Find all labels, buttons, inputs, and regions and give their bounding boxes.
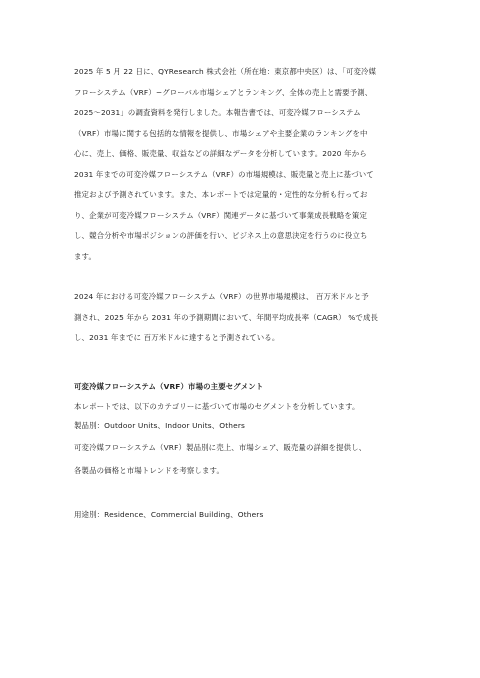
segment-product-desc-line: 可変冷媒フローシステム（VRF）製品別に売上、市場シェア、販売量の詳細を提供し、 <box>74 443 367 452</box>
segment-product: 製品別：Outdoor Units、Indoor Units、Others <box>74 421 246 430</box>
text-line: フローシステム（VRF）−グローバル市場シェアとランキング、全体の売上と需要予測、 <box>74 87 373 97</box>
document-page <box>74 62 414 526</box>
text-line: り、企業が可変冷媒フローシステム（VRF）関連データに基づいて事業成長戦略を策定 <box>74 210 368 220</box>
text-line: 推定および予測されています。また、本レポートでは定量的・定性的な分析も行ってお <box>74 190 368 199</box>
market-size-paragraph <box>74 287 414 349</box>
segment-product-desc-line: 各製品の価格と市場トレンドを考察します。 <box>74 466 225 475</box>
segment-application-block <box>74 505 414 526</box>
segment-intro: 本レポートでは、以下のカテゴリーに基づいて市場のセグメントを分析しています。 <box>74 402 360 411</box>
text-line: 2025～2031」の調査資料を発行しました。本報告書では、可変冷媒フローシステム <box>74 108 361 117</box>
text-line: （VRF）市場に関する包括的な情報を提供し、市場シェアや主要企業のランキングを中 <box>74 128 368 138</box>
text-line: し、競合分析や市場ポジションの評価を行い、ビジネス上の意思決定を行うのに役立ち <box>74 231 368 240</box>
text-line: 2031 年までの可変冷媒フローシステム（VRF）の市場規模は、販売量と売上に基づいて <box>74 169 374 179</box>
text-line: ます。 <box>74 251 97 261</box>
intro-paragraph <box>74 62 414 267</box>
text-line: 心に、売上、価格、販売量、収益などの詳細なデータを分析しています。2020 年から <box>74 149 367 158</box>
text-line: 2025 年 5 月 22 日に、QYResearch 株式会社（所在地：東京都中央区）は、「可変冷媒 <box>74 67 377 76</box>
section-heading: 可変冷媒フローシステム（VRF）市場の主要セグメント <box>74 381 264 391</box>
segment-body <box>74 397 414 481</box>
text-line: 測され、2025 年から 2031 年の予測期間において、年間平均成長率（CAGR） %で成長 <box>74 312 379 322</box>
segment-application: 用途別：Residence、Commercial Building、Others <box>74 510 264 519</box>
text-line: し、2031 年までに 百万米ドルに達すると予測されている。 <box>74 333 280 342</box>
text-line: 2024 年における可変冷媒フローシステム（VRF）の世界市場規模は、 百万米ドルと予 <box>74 292 369 301</box>
segment-heading-block <box>74 377 414 398</box>
